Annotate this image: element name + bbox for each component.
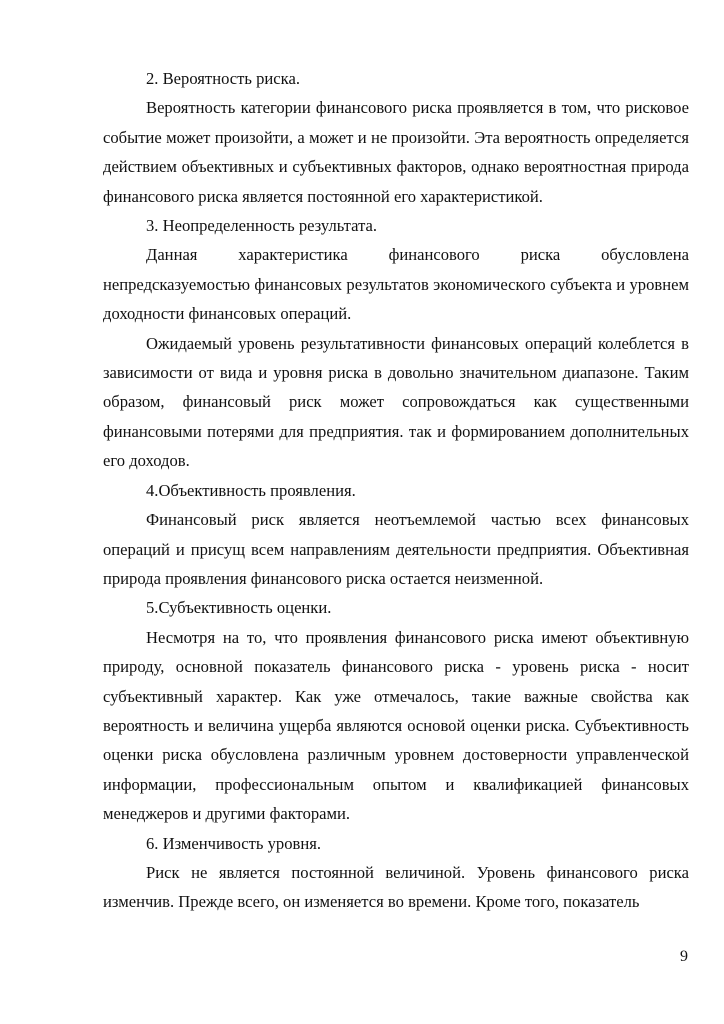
paragraph-probability: Вероятность категории финансового риска проявляется в том, что рисковое событие может произойти, а может и не произойти. Эта вероятность определяется действием объективных и субъективных факторов, однако вероятностная природа финансового риска является постоянной его характеристикой. — [103, 98, 689, 206]
page-number: 9 — [680, 948, 688, 965]
heading-probability: 2. Вероятность риска. — [146, 69, 300, 88]
document-body — [103, 64, 689, 917]
paragraph-objectivity: Финансовый риск является неотъемлемой частью всех финансовых операций и присущ всем направлениям деятельности предприятия. Объективная природа проявления финансового риска остается неизменной. — [103, 510, 689, 588]
paragraph-variability: Риск не является постоянной величиной. Уровень финансового риска изменчив. Прежде всего, он изменяется во времени. Кроме того, показатель — [103, 862, 689, 912]
heading-uncertainty: 3. Неопределенность результата. — [146, 216, 378, 236]
heading-objectivity: 4.Объективность проявления. — [146, 480, 356, 500]
heading-subjectivity: 5.Субъективность оценки. — [146, 598, 332, 618]
paragraph-expected-level: Ожидаемый уровень результативности финансовых операций колеблется в зависимости от вида и уровня риска в довольно значительном диапазоне. Таким образом, финансовый риск может сопровождаться как существенными финансовыми потерями для предприятия. так и формированием дополнительных его доходов. — [103, 333, 689, 471]
paragraph-uncertainty: Данная характеристика финансового риска обусловлена непредсказуемостью финансовых результатов экономического субъекта и уровнем доходности финансовых операций. — [103, 245, 689, 324]
heading-variability: 6. Изменчивость уровня. — [146, 833, 322, 853]
paragraph-subjectivity: Несмотря на то, что проявления финансового риска имеют объективную природу, основной показатель финансового риска - уровень риска - носит субъективный характер. Как уже отмечалось, такие важные свойства как вероятность и величина ущерба являются основой оценки риска. Субъективность оценки риска обусловлена различным уровнем достоверности управленческой информации, профессиональным опытом и квалификацией финансовых менеджеров и другими факторами. — [103, 627, 689, 824]
